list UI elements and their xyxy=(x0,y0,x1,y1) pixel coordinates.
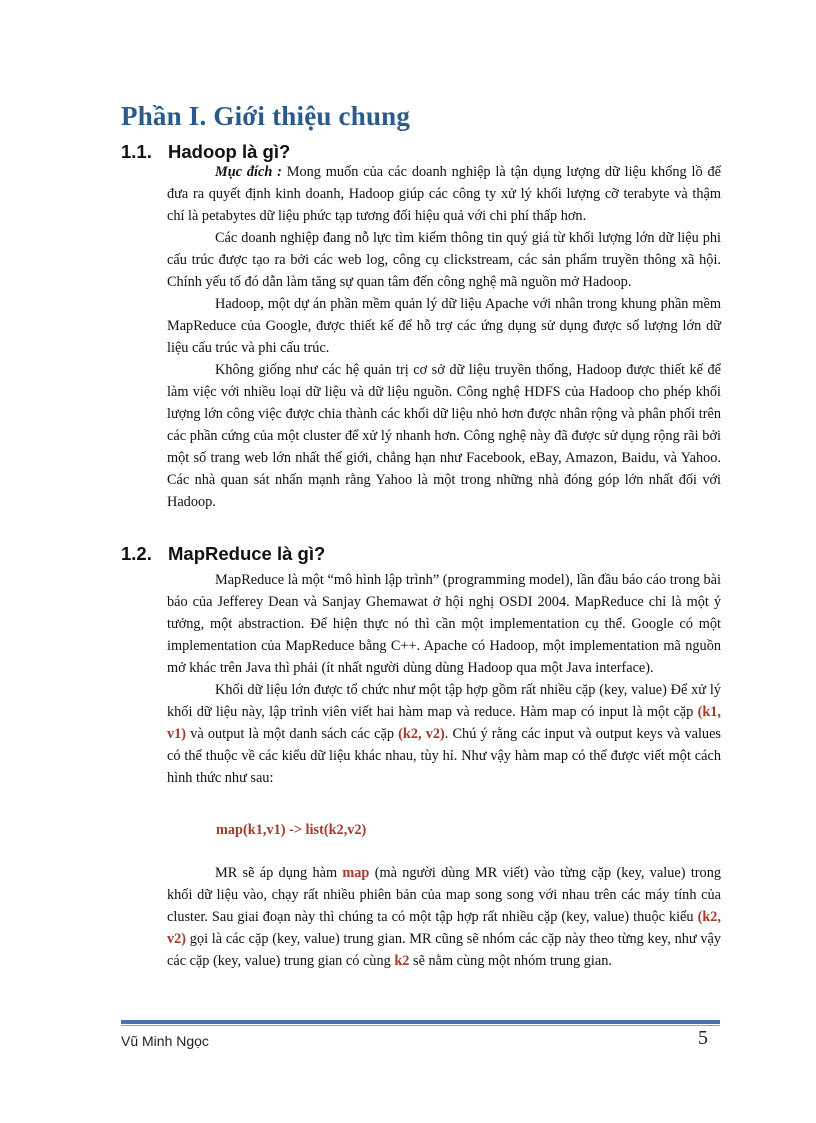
section-heading-hadoop xyxy=(121,141,290,163)
paragraph xyxy=(167,161,721,227)
highlight-k1v1: (k1, v1) xyxy=(167,704,721,742)
paragraph-text: sẽ nằm cùng một nhóm trung gian. xyxy=(409,953,612,969)
purpose-label: Mục đích : xyxy=(215,164,282,180)
map-formula: map(k1,v1) -> list(k2,v2) xyxy=(216,822,367,838)
section-heading-mapreduce xyxy=(121,543,325,565)
section-number: 1.2. xyxy=(121,543,152,564)
part-title: Phần I. Giới thiệu chung xyxy=(121,101,411,131)
section-number: 1.1. xyxy=(121,141,152,162)
footer-author: Vũ Minh Ngọc xyxy=(121,1033,209,1049)
paragraph-text: Khối dữ liệu lớn được tổ chức như một tập hợp gồm rất nhiều cặp (key, value) Để xử lý khối dữ liệu này, lập trình viên viết hai hàm map và reduce. Hàm map có input là một cặp xyxy=(167,682,721,720)
paragraph: Không giống như các hệ quản trị cơ sở dữ liệu truyền thống, Hadoop được thiết kế để làm việc với nhiều loại dữ liệu và dữ liệu nguồn. Công nghệ HDFS của Hadoop cho phép khối lượng lớn công việc được chia thành các khối dữ liệu nhỏ hơn được nhân rộng và phân phối trên các phần cứng của một cluster để xử lý nhanh hơn. Công nghệ này đã được sử dụng rộng rãi bởi một số trang web lớn nhất thế giới, chẳng hạn như Facebook, eBay, Amazon, Baidu, và Yahoo. Các nhà quan sát nhấn mạnh rằng Yahoo là một trong những nhà đóng góp lớn nhất đối với Hadoop. xyxy=(167,362,721,510)
paragraph-text: (mà người dùng MR viết) vào từng cặp (key, value) trong khối dữ liệu vào, chạy rất nhiều phiên bản của map song song với nhau trên các máy tính của cluster. Sau giai đoạn này thì chúng ta có một tập hợp rất nhiều cặp (key, value) thuộc kiểu xyxy=(167,865,721,925)
section-title: Hadoop là gì? xyxy=(168,141,291,162)
highlight-k2v2: (k2, v2) xyxy=(398,726,445,742)
highlight-k2v2: (k2, v2) xyxy=(167,909,721,947)
paragraph: MapReduce là một “mô hình lập trình” (programming model), lần đầu báo cáo trong bài báo của Jefferey Dean và Sanjay Ghemawat ở hội nghị OSDI 2004. MapReduce chỉ là một ý tưởng, một abstraction. Để hiện thực nó thì cần một implementation cụ thể. Google có một implementation của MapReduce bằng C++. Apache có Hadoop, một implementation mã nguồn mở khác trên Java thì phải (ít nhất người dùng dùng Hadoop qua một Java interface). xyxy=(167,572,721,676)
highlight-k2: k2 xyxy=(394,953,410,969)
paragraph-text: Mong muốn của các doanh nghiệp là tận dụng lượng dữ liệu khổng lồ để đưa ra quyết định kinh doanh, Hadoop giúp các công ty xử lý khối lượng cỡ terabyte và thậm chí là petabytes dữ liệu phức tạp tương đối hiệu quả với chi phí thấp hơn. xyxy=(167,164,721,224)
section-body-mapreduce-cont xyxy=(167,862,721,972)
paragraph-text: MR sẽ áp dụng hàm xyxy=(215,865,343,881)
highlight-map: map xyxy=(342,865,370,881)
paragraph-text: gọi là các cặp (key, value) trung gian. MR cũng sẽ nhóm các cặp này theo từng key, như vậy các cặp (key, value) trung gian có cùng xyxy=(167,931,721,969)
paragraph xyxy=(167,862,721,972)
section-body-hadoop xyxy=(167,161,721,513)
paragraph-text: . Chú ý rằng các input và output keys và values có thể thuộc về các kiểu dữ liệu khác nhau, tùy hỉ. Như vậy hàm map có thể được viết một cách hình thức như sau: xyxy=(167,726,721,786)
section-body-mapreduce xyxy=(167,569,721,789)
page-number: 5 xyxy=(698,1027,708,1049)
footer-divider xyxy=(121,1020,720,1024)
paragraph: Các doanh nghiệp đang nỗ lực tìm kiếm thông tin quý giá từ khối lượng lớn dữ liệu phi cấu trúc được tạo ra bởi các web log, công cụ clickstream, các sản phẩm truyền thông xã hội. Chính yếu tố đó dẫn làm tăng sự quan tâm đến công nghệ mã nguồn mở Hadoop. xyxy=(167,230,721,290)
paragraph: Hadoop, một dự án phần mềm quản lý dữ liệu Apache với nhân trong khung phần mềm MapReduce của Google, được thiết kế để hỗ trợ các ứng dụng sử dụng được số lượng lớn dữ liệu cấu trúc và phi cấu trúc. xyxy=(167,296,721,356)
paragraph-text: và output là một danh sách các cặp xyxy=(186,726,399,742)
footer-divider-thin xyxy=(121,1025,720,1026)
paragraph xyxy=(167,679,721,789)
section-title: MapReduce là gì? xyxy=(168,543,326,564)
